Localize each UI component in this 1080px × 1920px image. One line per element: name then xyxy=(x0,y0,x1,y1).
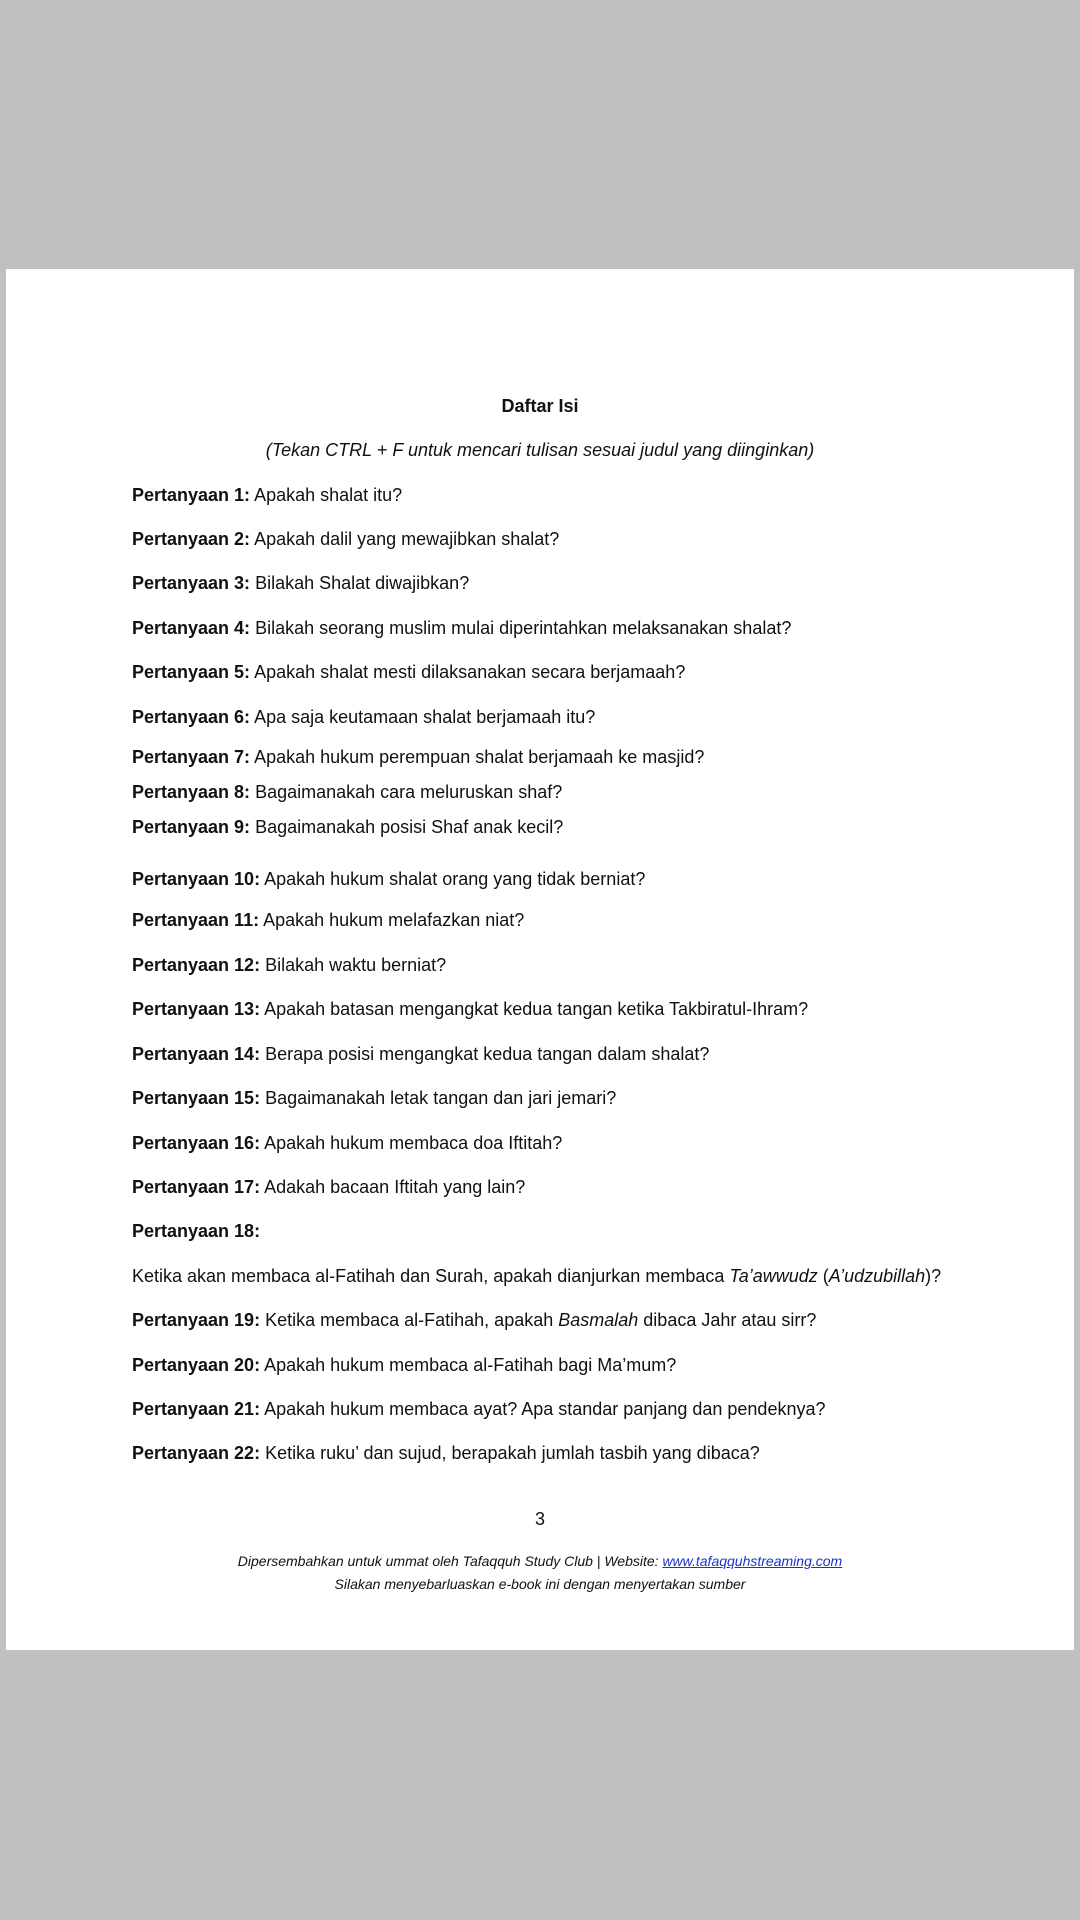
toc-item-text: Apakah shalat mesti dilaksanakan secara berjamaah? xyxy=(250,662,686,682)
toc-item xyxy=(132,868,645,890)
page-title: Daftar Isi xyxy=(501,396,579,416)
toc-item-text: Apakah dalil yang mewajibkan shalat? xyxy=(250,529,560,549)
toc-item xyxy=(132,1309,816,1331)
toc-item-label: Pertanyaan 20: xyxy=(132,1355,261,1375)
q18-term-audzubillah: A’udzubillah xyxy=(828,1266,926,1286)
toc-item-q18-body xyxy=(132,1265,941,1287)
toc-item-text: Apakah shalat itu? xyxy=(250,485,403,505)
toc-item xyxy=(132,998,808,1020)
page-number: 3 xyxy=(534,1509,545,1529)
toc-item-text: Berapa posisi mengangkat kedua tangan dalam shalat? xyxy=(260,1044,710,1064)
toc-item xyxy=(132,706,595,728)
document-page xyxy=(6,269,1074,1650)
toc-item-label: Pertanyaan 2: xyxy=(132,529,251,549)
toc-item-text: Ketika ruku’ dan sujud, berapakah jumlah tasbih yang dibaca? xyxy=(260,1443,760,1463)
toc-item-label: Pertanyaan 3: xyxy=(132,573,251,593)
footer-website-link[interactable]: www.tafaqquhstreaming.com xyxy=(662,1553,843,1569)
toc-item-label: Pertanyaan 17: xyxy=(132,1177,261,1197)
toc-item-label: Pertanyaan 12: xyxy=(132,955,261,975)
toc-item-text: Apa saja keutamaan shalat berjamaah itu? xyxy=(250,707,596,727)
toc-item-label: Pertanyaan 11: xyxy=(132,910,260,930)
q18-term-taawwudz: Ta’awwudz xyxy=(729,1266,818,1286)
toc-item-text: Bagaimanakah posisi Shaf anak kecil? xyxy=(250,817,564,837)
toc-item-text: Apakah hukum membaca doa Iftitah? xyxy=(260,1133,563,1153)
toc-item-label: Pertanyaan 6: xyxy=(132,707,251,727)
toc-item xyxy=(132,617,791,639)
toc-item-text: Bagaimanakah cara meluruskan shaf? xyxy=(250,782,563,802)
toc-item-label: Pertanyaan 8: xyxy=(132,782,251,802)
toc-item-label: Pertanyaan 10: xyxy=(132,869,261,889)
toc-item-text: Apakah batasan mengangkat kedua tangan ketika Takbiratul-Ihram? xyxy=(260,999,809,1019)
toc-item-text: Bilakah waktu berniat? xyxy=(260,955,447,975)
toc-item xyxy=(132,1132,562,1154)
toc-item-label: Pertanyaan 7: xyxy=(132,747,251,767)
toc-item xyxy=(132,954,446,976)
toc-item-text: Adakah bacaan Iftitah yang lain? xyxy=(260,1177,526,1197)
toc-item-text: Apakah hukum membaca ayat? Apa standar panjang dan pendeknya? xyxy=(260,1399,826,1419)
toc-item xyxy=(132,484,402,506)
toc-item-label: Pertanyaan 9: xyxy=(132,817,251,837)
toc-item-text: Bagaimanakah letak tangan dan jari jemari? xyxy=(260,1088,617,1108)
toc-item xyxy=(132,528,559,550)
toc-item xyxy=(132,781,562,803)
toc-item-label: Pertanyaan 5: xyxy=(132,662,251,682)
q19-text-before: Ketika membaca al-Fatihah, apakah xyxy=(260,1310,559,1330)
toc-item xyxy=(132,746,704,768)
toc-item-label: Pertanyaan 21: xyxy=(132,1399,261,1419)
toc-item-text: Apakah hukum melafazkan niat? xyxy=(259,910,525,930)
q18-text-middle: ( xyxy=(817,1266,829,1286)
toc-item xyxy=(132,816,563,838)
toc-item xyxy=(132,1220,260,1242)
toc-item-text: Apakah hukum shalat orang yang tidak berniat? xyxy=(260,869,646,889)
toc-item-text: Apakah hukum membaca al-Fatihah bagi Ma’mum? xyxy=(260,1355,677,1375)
q19-text-after: dibaca Jahr atau sirr? xyxy=(638,1310,817,1330)
footer-credit-text: Dipersembahkan untuk ummat oleh Tafaqquh Study Club | Website: xyxy=(237,1553,663,1569)
q18-text-before: Ketika akan membaca al-Fatihah dan Surah, apakah dianjurkan membaca xyxy=(132,1266,730,1286)
toc-item xyxy=(132,572,469,594)
toc-item-text: Apakah hukum perempuan shalat berjamaah ke masjid? xyxy=(250,747,705,767)
toc-item xyxy=(132,1043,709,1065)
toc-item xyxy=(132,909,524,931)
toc-item-label: Pertanyaan 22: xyxy=(132,1443,261,1463)
toc-item xyxy=(132,661,685,683)
toc-item-text: Bilakah Shalat diwajibkan? xyxy=(250,573,470,593)
toc-item-label: Pertanyaan 4: xyxy=(132,618,251,638)
toc-item xyxy=(132,1398,826,1420)
toc-item-label: Pertanyaan 15: xyxy=(132,1088,261,1108)
page-subtitle: (Tekan CTRL + F untuk mencari tulisan sesuai judul yang diinginkan) xyxy=(265,440,815,460)
toc-item xyxy=(132,1442,760,1464)
toc-item-label: Pertanyaan 1: xyxy=(132,485,251,505)
toc-item-text: Bilakah seorang muslim mulai diperintahkan melaksanakan shalat? xyxy=(250,618,792,638)
toc-item-label: Pertanyaan 13: xyxy=(132,999,261,1019)
q18-text-after: )? xyxy=(925,1266,942,1286)
q19-term-basmalah: Basmalah xyxy=(558,1310,639,1330)
toc-item xyxy=(132,1354,676,1376)
toc-item-label: Pertanyaan 19: xyxy=(132,1310,261,1330)
toc-item-label: Pertanyaan 16: xyxy=(132,1133,261,1153)
toc-item-label: Pertanyaan 14: xyxy=(132,1044,261,1064)
toc-item xyxy=(132,1087,616,1109)
toc-item-label: Pertanyaan 18: xyxy=(132,1221,261,1241)
toc-item xyxy=(132,1176,525,1198)
footer-note: Silakan menyebarluaskan e-book ini dengan menyertakan sumber xyxy=(334,1576,746,1592)
footer-credit xyxy=(6,1552,1074,1570)
